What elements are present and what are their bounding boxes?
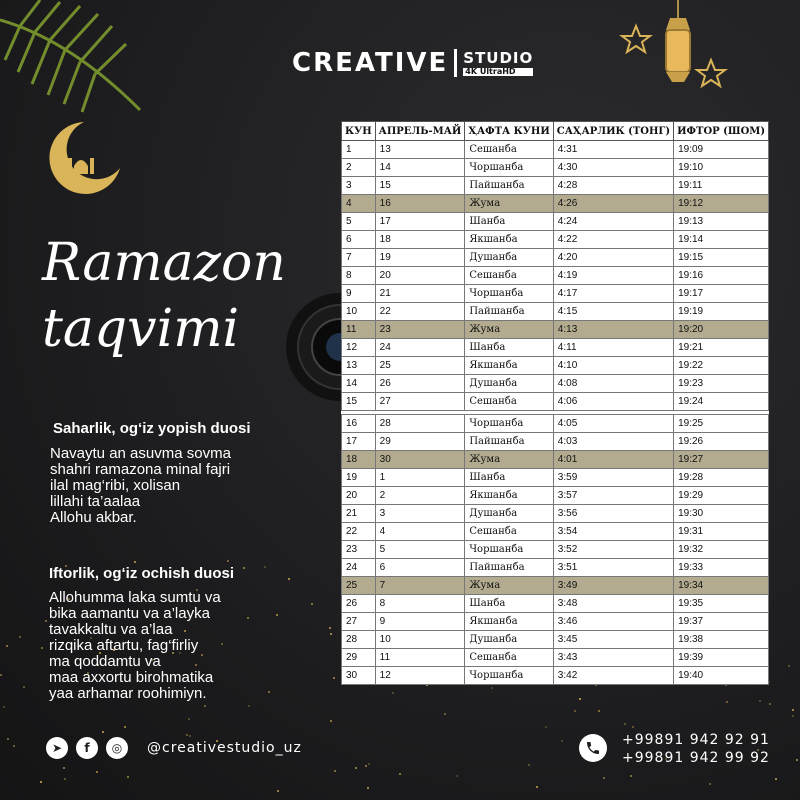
calendar-date: 18 <box>375 231 465 249</box>
saharlik-time: 3:43 <box>553 649 673 667</box>
weekday: Чоршанба <box>465 667 553 685</box>
saharlik-time: 3:56 <box>553 505 673 523</box>
saharlik-time: 4:31 <box>553 141 673 159</box>
sparkle <box>333 677 335 679</box>
day-number: 17 <box>342 433 376 451</box>
calendar-date: 6 <box>375 559 465 577</box>
table-row <box>342 159 769 177</box>
iftor-time: 19:39 <box>674 649 769 667</box>
header-weekday: ҲАФТА КУНИ <box>465 122 553 141</box>
day-number: 22 <box>342 523 376 541</box>
saharlik-time: 3:57 <box>553 487 673 505</box>
day-number: 16 <box>342 415 376 433</box>
sparkle <box>775 778 777 780</box>
weekday: Чоршанба <box>465 541 553 559</box>
calendar-date: 25 <box>375 357 465 375</box>
saharlik-text: Navaytu an asuvma sovma shahri ramazona minal fajri ilal mag‘ribi, xolisan lillahi ta’aalaa Allohu akbar. <box>50 445 231 526</box>
saharlik-time: 4:06 <box>553 393 673 411</box>
day-number: 28 <box>342 631 376 649</box>
day-number: 24 <box>342 559 376 577</box>
calendar-date: 17 <box>375 213 465 231</box>
weekday: Сешанба <box>465 141 553 159</box>
instagram-icon[interactable]: ◎ <box>106 737 128 759</box>
table-row <box>342 505 769 523</box>
calendar-date: 10 <box>375 631 465 649</box>
weekday: Сешанба <box>465 267 553 285</box>
saharlik-time: 3:42 <box>553 667 673 685</box>
day-number: 6 <box>342 231 376 249</box>
day-number: 13 <box>342 357 376 375</box>
table-row <box>342 177 769 195</box>
saharlik-time: 3:46 <box>553 613 673 631</box>
phone-number-2[interactable]: +99891 942 99 92 <box>622 750 770 766</box>
calendar-date: 19 <box>375 249 465 267</box>
saharlik-time: 3:59 <box>553 469 673 487</box>
weekday: Якшанба <box>465 613 553 631</box>
social-handle[interactable]: @creativestudio_uz <box>147 740 302 756</box>
calendar-date: 24 <box>375 339 465 357</box>
saharlik-time: 4:24 <box>553 213 673 231</box>
sparkle <box>134 561 136 563</box>
day-number: 11 <box>342 321 376 339</box>
lantern-stars-decoration <box>612 0 732 100</box>
weekday: Душанба <box>465 505 553 523</box>
saharlik-time: 4:13 <box>553 321 673 339</box>
saharlik-time: 3:49 <box>553 577 673 595</box>
saharlik-time: 4:11 <box>553 339 673 357</box>
day-number: 8 <box>342 267 376 285</box>
social-icons <box>46 737 128 759</box>
saharlik-time: 4:30 <box>553 159 673 177</box>
iftor-time: 19:30 <box>674 505 769 523</box>
day-number: 3 <box>342 177 376 195</box>
table-row <box>342 357 769 375</box>
table-row <box>342 595 769 613</box>
weekday: Якшанба <box>465 487 553 505</box>
iftor-time: 19:15 <box>674 249 769 267</box>
sparkle <box>40 781 42 783</box>
phone-icon[interactable] <box>579 734 607 762</box>
table-row <box>342 451 769 469</box>
facebook-icon[interactable]: f <box>76 737 98 759</box>
day-number: 2 <box>342 159 376 177</box>
weekday: Сешанба <box>465 649 553 667</box>
calendar-date: 15 <box>375 177 465 195</box>
weekday: Сешанба <box>465 393 553 411</box>
table-row <box>342 285 769 303</box>
phone-numbers <box>622 731 770 767</box>
logo-separator <box>454 49 457 77</box>
table-row <box>342 321 769 339</box>
sparkle <box>334 770 336 772</box>
sparkle <box>124 726 126 728</box>
iftor-time: 19:13 <box>674 213 769 231</box>
iftor-time: 19:25 <box>674 415 769 433</box>
weekday: Жума <box>465 577 553 595</box>
crescent-mosque-icon <box>44 118 124 198</box>
page-title <box>42 230 286 362</box>
title-line-2: taqvimi <box>42 299 240 359</box>
weekday: Душанба <box>465 249 553 267</box>
weekday: Пайшанба <box>465 433 553 451</box>
calendar-date: 27 <box>375 393 465 411</box>
brand-name: CREATIVE <box>292 48 449 78</box>
day-number: 7 <box>342 249 376 267</box>
table-row <box>342 339 769 357</box>
calendar-date: 20 <box>375 267 465 285</box>
saharlik-time: 3:45 <box>553 631 673 649</box>
weekday: Сешанба <box>465 523 553 541</box>
table-row <box>342 415 769 433</box>
iftorlik-text: Allohumma laka sumtu va bika aamantu va a’layka tavakkaltu va a’laa rizqika aftartu, fag‘firliy ma qoddamtu va maa axxortu birohmatika yaa arhamar roohimiyn. <box>49 589 221 702</box>
table-row <box>342 213 769 231</box>
table-row <box>342 393 769 411</box>
table-row <box>342 541 769 559</box>
header-iftor: ИФТОР (ШОМ) <box>674 122 769 141</box>
calendar-date: 1 <box>375 469 465 487</box>
day-number: 20 <box>342 487 376 505</box>
day-number: 14 <box>342 375 376 393</box>
weekday: Чоршанба <box>465 415 553 433</box>
iftor-time: 19:27 <box>674 451 769 469</box>
iftor-time: 19:32 <box>674 541 769 559</box>
day-number: 5 <box>342 213 376 231</box>
sparkle <box>288 578 290 580</box>
iftor-time: 19:10 <box>674 159 769 177</box>
day-number: 19 <box>342 469 376 487</box>
header-day: КУН <box>342 122 376 141</box>
day-number: 1 <box>342 141 376 159</box>
sparkle <box>365 765 367 767</box>
iftor-time: 19:37 <box>674 613 769 631</box>
table-row <box>342 487 769 505</box>
saharlik-time: 4:20 <box>553 249 673 267</box>
weekday: Жума <box>465 321 553 339</box>
table-row <box>342 577 769 595</box>
header-date: АПРЕЛЬ-МАЙ <box>375 122 465 141</box>
telegram-icon[interactable]: ➤ <box>46 737 68 759</box>
header-saharlik: САҲАРЛИК (ТОНГ) <box>553 122 673 141</box>
sparkle <box>221 643 223 645</box>
brand-logo <box>292 48 533 78</box>
sparkle <box>330 720 332 722</box>
logo-side <box>463 48 534 76</box>
phone-number-1[interactable]: +99891 942 92 91 <box>622 732 770 748</box>
calendar-date: 8 <box>375 595 465 613</box>
iftor-time: 19:29 <box>674 487 769 505</box>
calendar-date: 2 <box>375 487 465 505</box>
calendar-date: 11 <box>375 649 465 667</box>
sparkle <box>6 645 8 647</box>
table-row <box>342 303 769 321</box>
saharlik-time: 4:26 <box>553 195 673 213</box>
sparkle <box>63 767 65 769</box>
day-number: 12 <box>342 339 376 357</box>
calendar-date: 4 <box>375 523 465 541</box>
ramadan-timetable <box>341 121 769 685</box>
saharlik-time: 4:03 <box>553 433 673 451</box>
saharlik-time: 4:15 <box>553 303 673 321</box>
table-row <box>342 469 769 487</box>
sparkle <box>329 627 331 629</box>
table-row <box>342 249 769 267</box>
table-row <box>342 613 769 631</box>
calendar-date: 30 <box>375 451 465 469</box>
iftor-time: 19:38 <box>674 631 769 649</box>
table-row <box>342 267 769 285</box>
weekday: Душанба <box>465 375 553 393</box>
saharlik-time: 4:05 <box>553 415 673 433</box>
saharlik-time: 3:54 <box>553 523 673 541</box>
day-number: 18 <box>342 451 376 469</box>
table-row <box>342 141 769 159</box>
brand-tag: 4K UltraHD <box>463 68 533 76</box>
weekday: Пайшанба <box>465 177 553 195</box>
saharlik-time: 4:08 <box>553 375 673 393</box>
table-row <box>342 649 769 667</box>
iftor-time: 19:31 <box>674 523 769 541</box>
iftor-time: 19:24 <box>674 393 769 411</box>
day-number: 15 <box>342 393 376 411</box>
day-number: 29 <box>342 649 376 667</box>
table-row <box>342 559 769 577</box>
saharlik-time: 3:52 <box>553 541 673 559</box>
sparkle <box>248 705 250 707</box>
day-number: 25 <box>342 577 376 595</box>
calendar-date: 28 <box>375 415 465 433</box>
sparkle <box>574 710 576 712</box>
iftor-time: 19:28 <box>674 469 769 487</box>
table-row <box>342 195 769 213</box>
day-number: 21 <box>342 505 376 523</box>
table-row <box>342 433 769 451</box>
weekday: Пайшанба <box>465 303 553 321</box>
iftor-time: 19:12 <box>674 195 769 213</box>
day-number: 9 <box>342 285 376 303</box>
title-line-1: Ramazon <box>42 233 286 293</box>
calendar-date: 22 <box>375 303 465 321</box>
saharlik-time: 3:51 <box>553 559 673 577</box>
iftor-time: 19:40 <box>674 667 769 685</box>
sparkle <box>630 775 632 777</box>
saharlik-heading: Saharlik, og‘iz yopish duosi <box>53 420 251 437</box>
calendar-date: 16 <box>375 195 465 213</box>
brand-studio: STUDIO <box>463 48 534 67</box>
sparkle <box>64 778 66 780</box>
iftor-time: 19:14 <box>674 231 769 249</box>
calendar-date: 9 <box>375 613 465 631</box>
saharlik-time: 3:48 <box>553 595 673 613</box>
sparkle <box>624 723 626 725</box>
sparkle <box>726 701 728 703</box>
calendar-date: 26 <box>375 375 465 393</box>
saharlik-time: 4:28 <box>553 177 673 195</box>
day-number: 4 <box>342 195 376 213</box>
iftor-time: 19:11 <box>674 177 769 195</box>
iftor-time: 19:09 <box>674 141 769 159</box>
weekday: Шанба <box>465 595 553 613</box>
weekday: Якшанба <box>465 357 553 375</box>
table-row <box>342 375 769 393</box>
weekday: Шанба <box>465 339 553 357</box>
sparkle <box>456 775 458 777</box>
weekday: Жума <box>465 195 553 213</box>
iftor-time: 19:19 <box>674 303 769 321</box>
calendar-date: 14 <box>375 159 465 177</box>
weekday: Пайшанба <box>465 559 553 577</box>
weekday: Чоршанба <box>465 159 553 177</box>
weekday: Шанба <box>465 469 553 487</box>
iftor-time: 19:21 <box>674 339 769 357</box>
saharlik-time: 4:10 <box>553 357 673 375</box>
iftorlik-heading: Iftorlik, og‘iz ochish duosi <box>49 565 235 582</box>
day-number: 10 <box>342 303 376 321</box>
weekday: Душанба <box>465 631 553 649</box>
calendar-date: 13 <box>375 141 465 159</box>
day-number: 26 <box>342 595 376 613</box>
weekday: Чоршанба <box>465 285 553 303</box>
table-row <box>342 231 769 249</box>
sparkle <box>561 740 563 742</box>
sparkle <box>7 738 9 740</box>
saharlik-time: 4:17 <box>553 285 673 303</box>
iftor-time: 19:35 <box>674 595 769 613</box>
iftor-time: 19:23 <box>674 375 769 393</box>
weekday: Шанба <box>465 213 553 231</box>
calendar-date: 21 <box>375 285 465 303</box>
day-number: 30 <box>342 667 376 685</box>
calendar-date: 5 <box>375 541 465 559</box>
day-number: 27 <box>342 613 376 631</box>
table-row <box>342 631 769 649</box>
table-row <box>342 667 769 685</box>
weekday: Якшанба <box>465 231 553 249</box>
day-number: 23 <box>342 541 376 559</box>
calendar-date: 29 <box>375 433 465 451</box>
iftor-time: 19:20 <box>674 321 769 339</box>
iftor-time: 19:33 <box>674 559 769 577</box>
saharlik-time: 4:01 <box>553 451 673 469</box>
saharlik-time: 4:22 <box>553 231 673 249</box>
iftor-time: 19:34 <box>674 577 769 595</box>
table-header-row <box>342 122 769 141</box>
calendar-date: 23 <box>375 321 465 339</box>
iftor-time: 19:17 <box>674 285 769 303</box>
calendar-date: 3 <box>375 505 465 523</box>
sparkle <box>3 706 5 708</box>
saharlik-time: 4:19 <box>553 267 673 285</box>
iftor-time: 19:26 <box>674 433 769 451</box>
iftor-time: 19:16 <box>674 267 769 285</box>
iftor-time: 19:22 <box>674 357 769 375</box>
table-row <box>342 523 769 541</box>
weekday: Жума <box>465 451 553 469</box>
sparkle <box>188 718 190 720</box>
calendar-date: 12 <box>375 667 465 685</box>
calendar-date: 7 <box>375 577 465 595</box>
